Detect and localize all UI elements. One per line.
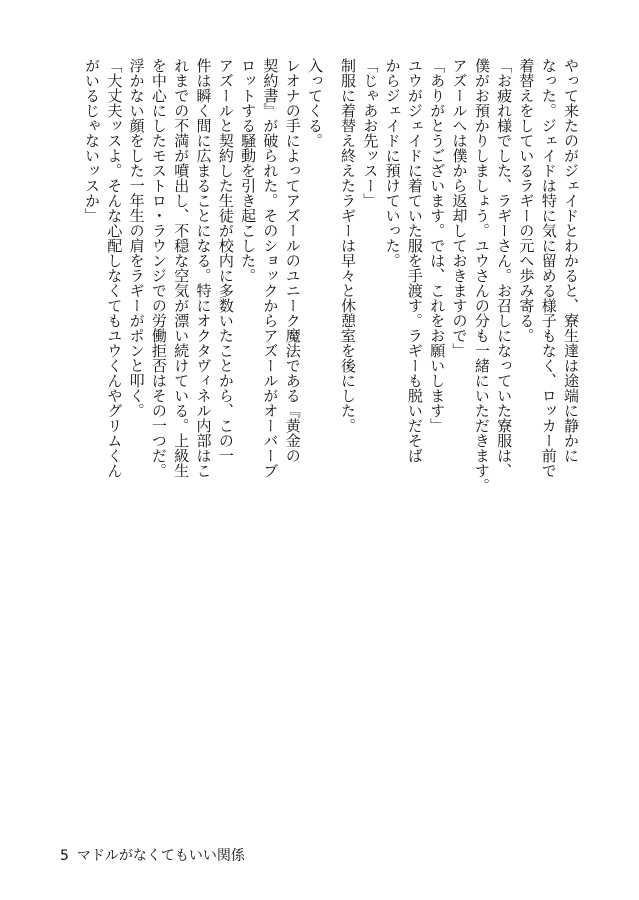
text-line: 契約書』が破られた。そのショックからアズールがオーバーブ (261, 58, 280, 478)
text-line: 着替えをしているラギーの元へ歩み寄る。 (517, 58, 536, 343)
text-block-right (336, 58, 582, 800)
text-line: からジェイドに預けていった。 (383, 58, 402, 268)
text-line: 「ありがとうございます。では、これをお願いします」 (428, 58, 447, 433)
text-line: 「じゃあお先ッスー」 (361, 58, 380, 208)
text-line: 制服に着替え終えたラギーは早々と休憩室を後にした。 (339, 58, 358, 433)
text-line: やって来たのがジェイドとわかると、寮生達は途端に静かに (562, 58, 580, 463)
text-line: ロットする騒動を引き起こした。 (239, 58, 258, 283)
page-footer (60, 846, 245, 866)
text-line (336, 58, 337, 800)
text-line: レオナの手によってアズールのユニーク魔法である『黄金の (283, 58, 302, 463)
text-line: なった。ジェイドは特に気に留める様子もなく、ロッカー前で (539, 58, 558, 478)
text-line: ユウがジェイドに着ていた服を手渡す。ラギーも脱いだそば (405, 58, 424, 463)
text-line: を中心にしたモストロ・ラウンジでの労働拒否はその一つだ。 (149, 58, 168, 478)
text-line: 「大丈夫ッスよ。そんな心配しなくてもユウくんやグリムくん (105, 58, 124, 478)
text-line: アズールと契約した生徒が校内に多数いたことから、この一 (216, 58, 235, 463)
text-line: れまでの不満が噴出し、不穏な空気が漂い続けている。上級生 (172, 58, 191, 478)
text-line: アズールへは僕から返却しておきますので」 (450, 58, 469, 358)
running-title: マドルがなくてもいい関係 (76, 848, 245, 864)
text-line: 件は瞬く間に広まることになる。特にオクタヴィネル内部はこ (194, 58, 213, 478)
page-number: 5 (60, 848, 69, 864)
text-block-left (80, 58, 326, 800)
text-line: 入ってくる。 (306, 58, 324, 148)
text-line: 浮かない顔をした一年生の肩をラギーがポンと叩く。 (127, 58, 146, 418)
text-line: がいるじゃないッスか」 (83, 58, 102, 223)
text-line: 「お疲れ様でした、ラギーさん。お召しになっていた寮服は、 (495, 58, 514, 478)
text-line: 僕がお預かりしましょう。ユウさんの分も一緒にいただきます。 (472, 58, 491, 493)
text-line (80, 58, 81, 800)
